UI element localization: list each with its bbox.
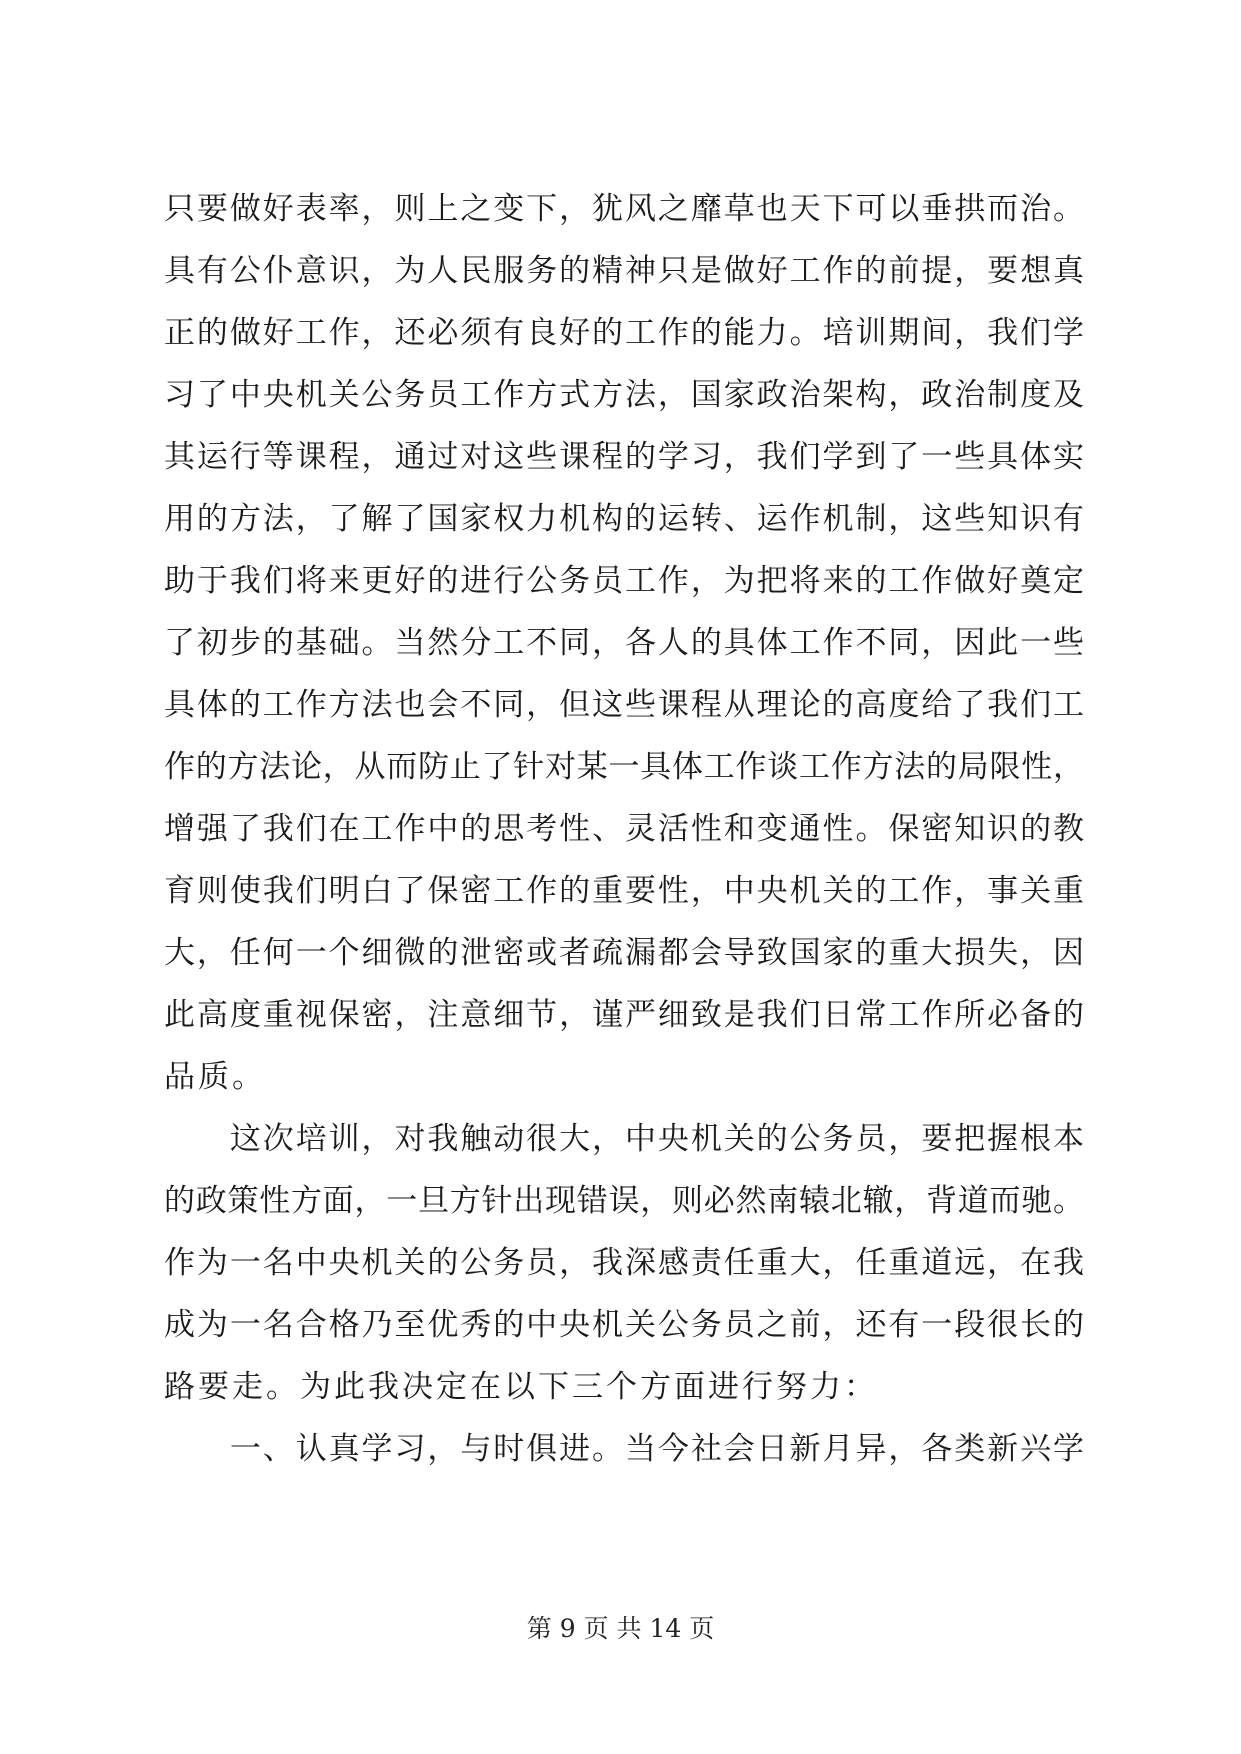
text-line: 了初步的基础。当然分工不同，各人的具体工作不同，因此一些 — [164, 625, 1084, 661]
text-line: 具体的工作方法也会不同，但这些课程从理论的高度给了我们工 — [164, 687, 1084, 723]
text-line: 习了中央机关公务员工作方式方法，国家政治架构，政治制度及 — [164, 377, 1084, 413]
text-line: 品质。 — [164, 1059, 266, 1095]
text-line: 增强了我们在工作中的思考性、灵活性和变通性。保密知识的教 — [164, 811, 1084, 847]
paragraph-start-line: 这次培训，对我触动很大，中央机关的公务员，要把握根本 — [164, 1121, 1084, 1157]
text-line: 用的方法，了解了国家权力机构的运转、运作机制，这些知识有 — [164, 501, 1084, 537]
text-line: 大，任何一个细微的泄密或者疏漏都会导致国家的重大损失，因 — [164, 935, 1084, 971]
text-line: 作的方法论，从而防止了针对某一具体工作谈工作方法的局限性， — [164, 749, 1084, 785]
text-line: 成为一名合格乃至优秀的中央机关公务员之前，还有一段很长的 — [164, 1307, 1084, 1343]
page-number-footer: 第 9 页 共 14 页 — [526, 1614, 715, 1643]
text-line: 正的做好工作，还必须有良好的工作的能力。培训期间，我们学 — [164, 315, 1084, 351]
text-line: 育则使我们明白了保密工作的重要性，中央机关的工作，事关重 — [164, 873, 1084, 909]
text-line: 具有公仆意识，为人民服务的精神只是做好工作的前提，要想真 — [164, 253, 1084, 289]
text-line: 路要走。为此我决定在以下三个方面进行努力： — [164, 1369, 878, 1405]
paragraph-start-line: 一、认真学习，与时俱进。当今社会日新月异，各类新兴学 — [164, 1431, 1084, 1467]
text-line: 此高度重视保密，注意细节，谨严细致是我们日常工作所必备的 — [164, 997, 1084, 1033]
text-line: 助于我们将来更好的进行公务员工作，为把将来的工作做好奠定 — [164, 563, 1084, 599]
text-line: 作为一名中央机关的公务员，我深感责任重大，任重道远，在我 — [164, 1245, 1084, 1281]
text-line: 只要做好表率，则上之变下，犹风之靡草也天下可以垂拱而治。 — [164, 191, 1084, 227]
text-line: 的政策性方面，一旦方针出现错误，则必然南辕北辙，背道而驰。 — [164, 1183, 1084, 1219]
text-line: 其运行等课程，通过对这些课程的学习，我们学到了一些具体实 — [164, 439, 1084, 475]
